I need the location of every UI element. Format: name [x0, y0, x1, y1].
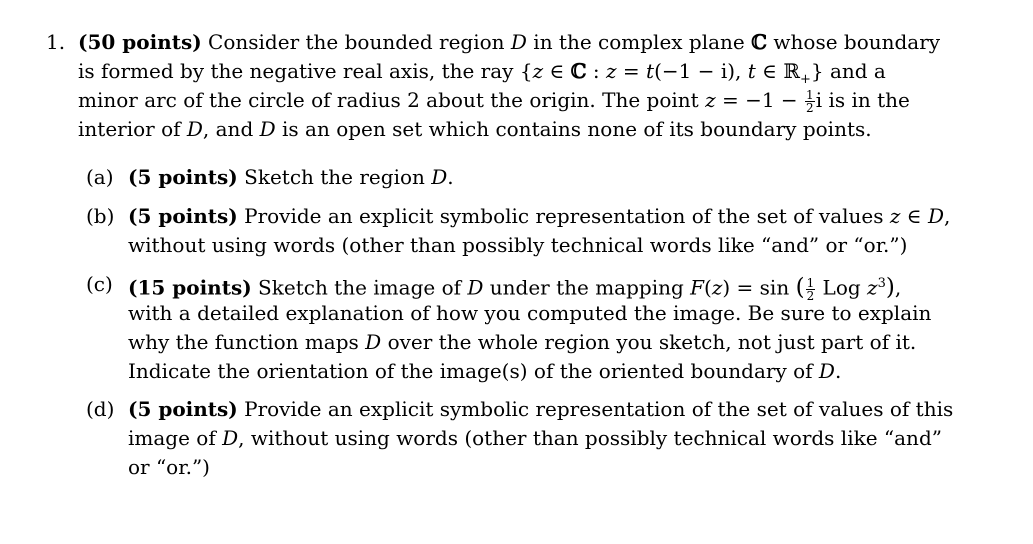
region-symbol: D	[818, 359, 835, 383]
part-a-line-1	[128, 163, 454, 191]
math-text: =	[616, 59, 647, 83]
variable-t: t	[747, 59, 756, 83]
region-symbol: D	[927, 204, 944, 228]
variable-z: z	[711, 275, 723, 300]
part-b-line-2: without using words (other than possibly technical words like “and” or “or.”)	[128, 233, 908, 257]
math-text: :	[586, 59, 607, 83]
problem-line-1	[78, 28, 940, 56]
part-c-text: .	[834, 359, 842, 383]
region-symbol: D	[222, 426, 239, 450]
fraction-one-half: $\frac{1}{2}$	[806, 276, 815, 304]
variable-z: z	[867, 275, 878, 300]
problem-line-3	[78, 86, 910, 114]
paren-open: (	[795, 274, 805, 301]
complex-plane-symbol: ℂ	[570, 59, 587, 83]
part-c-line-2: with a detailed explanation of how you computed the image. Be sure to explain	[128, 301, 932, 325]
problem-text: in the complex plane	[526, 30, 752, 54]
problem-text: } and a	[810, 59, 886, 83]
variable-z: z	[532, 59, 544, 83]
problem-text: Consider the bounded region	[208, 30, 511, 54]
part-c-text: Sketch the image of	[251, 275, 468, 300]
problem-text: whose boundary	[767, 30, 941, 54]
region-symbol: D	[431, 165, 448, 189]
part-c-text: Indicate the orientation of the image(s) of the oriented boundary of	[128, 359, 819, 383]
part-c-text: why the function maps	[128, 330, 366, 354]
region-symbol: D	[259, 117, 276, 141]
problem-text: minor arc of the circle of radius 2 about the origin. The point	[78, 88, 706, 112]
log-text: Log	[816, 275, 868, 300]
part-a-text: .	[447, 165, 454, 189]
fraction-one-half: $\frac{1}{2}$	[806, 88, 814, 116]
math-text: ∈ ℝ	[755, 59, 800, 83]
part-d-text: image of	[128, 426, 223, 450]
math-text: ∈	[543, 59, 571, 83]
paren-close: )	[885, 274, 895, 301]
part-d-line-3: or “or.”)	[128, 455, 210, 479]
part-c-text: ,	[894, 275, 902, 300]
variable-t: t	[646, 59, 655, 83]
math-text: ∈	[900, 204, 928, 228]
math-text: (−1 − i),	[654, 59, 748, 83]
region-symbol: D	[365, 330, 382, 354]
variable-z: z	[705, 88, 716, 112]
part-b-points: (5 points)	[128, 204, 238, 228]
part-c-line-3	[128, 328, 916, 356]
region-symbol: D	[510, 30, 527, 54]
part-d-label: (d)	[86, 397, 115, 421]
problem-text: is formed by the negative real axis, the ray {	[78, 59, 533, 83]
problem-line-4	[78, 115, 872, 143]
part-b-text: Provide an explicit symbolic representation of the set of values	[237, 204, 890, 228]
part-d-text: Provide an explicit symbolic representation of the set of values of this	[237, 397, 954, 421]
math-text: = −1 −	[715, 88, 805, 112]
part-c-text: over the whole region you sketch, not just part of it.	[381, 330, 917, 354]
part-c-line-1	[128, 270, 902, 304]
problem-text: interior of	[78, 117, 187, 141]
region-symbol: D	[186, 117, 203, 141]
part-a-points: (5 points)	[128, 165, 238, 189]
superscript-cube: 3	[877, 276, 886, 291]
problem-text: , and	[202, 117, 260, 141]
part-c-points: (15 points)	[128, 275, 252, 300]
subscript-plus: +	[799, 72, 811, 87]
part-c-label: (c)	[86, 272, 113, 296]
variable-z: z	[889, 204, 901, 228]
math-text: (	[704, 275, 712, 300]
part-b-line-1	[128, 202, 950, 230]
math-text: ) = sin	[722, 275, 796, 300]
problem-number: 1.	[46, 30, 66, 54]
problem-text: is an open set which contains none of its boundary points.	[275, 117, 872, 141]
part-d-text: , without using words (other than possibly technical words like “and”	[238, 426, 942, 450]
part-c-text: under the mapping	[483, 275, 691, 300]
part-b-text: ,	[944, 204, 951, 228]
problem-points: (50 points)	[78, 30, 202, 54]
problem-line-2	[78, 57, 886, 85]
function-F: F	[690, 275, 705, 300]
part-a-text: Sketch the region	[237, 165, 432, 189]
part-d-line-1	[128, 395, 953, 423]
variable-z: z	[606, 59, 617, 83]
region-symbol: D	[467, 275, 484, 300]
part-d-points: (5 points)	[128, 397, 238, 421]
part-c-line-4	[128, 357, 841, 385]
problem-text: i is in the	[815, 88, 910, 112]
part-b-label: (b)	[86, 204, 115, 228]
part-a-label: (a)	[86, 165, 114, 189]
complex-plane-symbol: ℂ	[751, 30, 768, 54]
part-d-line-2	[128, 424, 942, 452]
